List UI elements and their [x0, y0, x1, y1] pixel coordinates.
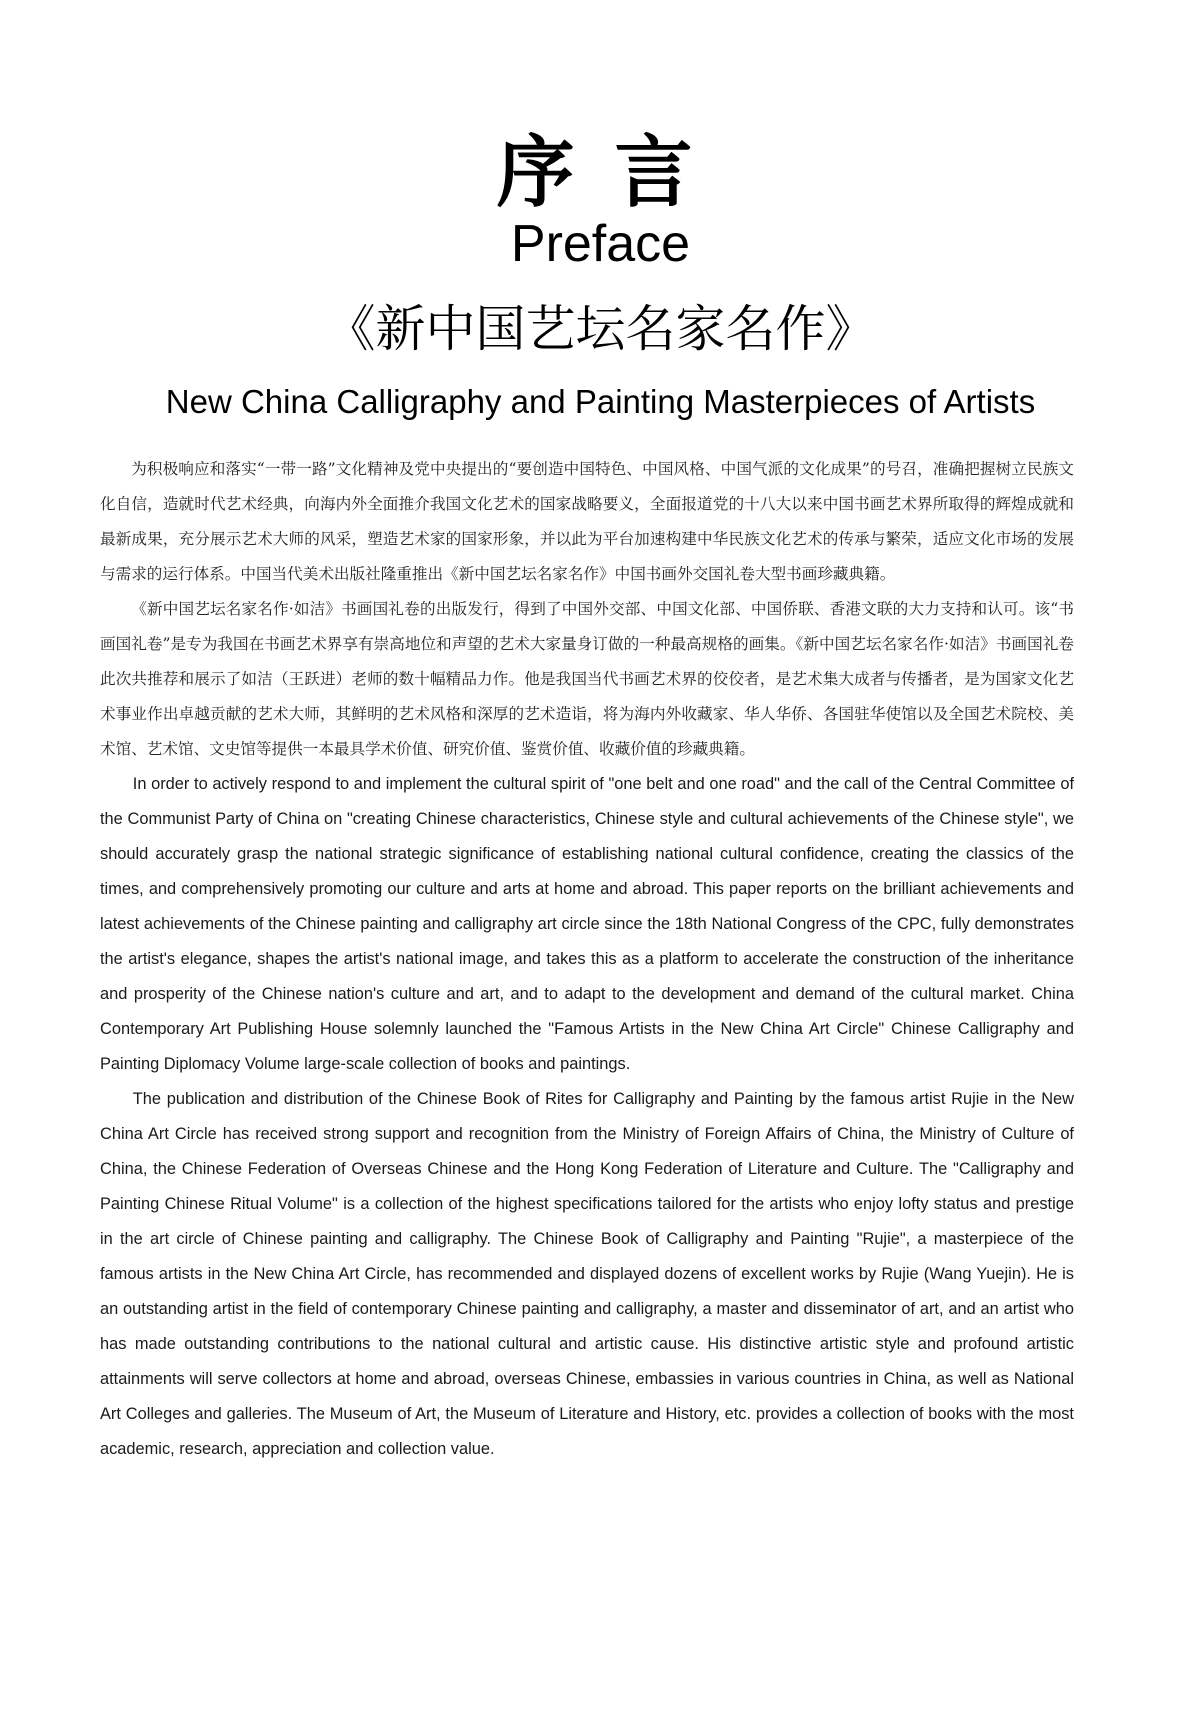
- page-title-chinese: 序言: [496, 127, 733, 218]
- preface-body: [100, 452, 1074, 1467]
- chinese-paragraph-1: 为积极响应和落实“一带一路”文化精神及党中央提出的“要创造中国特色、中国风格、中国气派的文化成果”的号召，准确把握树立民族文化自信，造就时代艺术经典，向海内外全面推介我国文化艺术的国家战略要义，全面报道党的十八大以来中国书画艺术界所取得的辉煌成就和最新成果，充分展示艺术大师的风采，塑造艺术家的国家形象，并以此为平台加速构建中华民族文化艺术的传承与繁荣，适应文化市场的发展与需求的运行体系。中国当代美术出版社隆重推出《新中国艺坛名家名作》中国书画外交国礼卷大型书画珍藏典籍。: [100, 460, 1074, 583]
- chinese-paragraph-2: 《新中国艺坛名家名作·如洁》书画国礼卷的出版发行，得到了中国外交部、中国文化部、中国侨联、香港文联的大力支持和认可。该“书画国礼卷”是专为我国在书画艺术界享有崇高地位和声望的艺术大家量身订做的一种最高规格的画集。《新中国艺坛名家名作·如洁》书画国礼卷此次共推荐和展示了如洁（王跃进）老师的数十幅精品力作。他是我国当代书画艺术界的佼佼者，是艺术集大成者与传播者，是为国家文化艺术事业作出卓越贡献的艺术大师，其鲜明的艺术风格和深厚的艺术造诣，将为海内外收藏家、华人华侨、各国驻华使馆以及全国艺术院校、美术馆、艺术馆、文史馆等提供一本最具学术价值、研究价值、鉴赏价值、收藏价值的珍藏典籍。: [100, 600, 1074, 758]
- book-title-chinese: 《新中国艺坛名家名作》: [325, 300, 876, 358]
- english-paragraph-2: The publication and distribution of the Chinese Book of Rites for Calligraphy and Painting by the famous artist Rujie in the New China Art Circle has received strong support and recognition from the Ministry of Foreign Affairs of China, the Ministry of Culture of China, the Chinese Federation of Overseas Chinese and the Hong Kong Federation of Literature and Culture. The "Calligraphy and Painting Chinese Ritual Volume" is a collection of the highest specifications tailored for the artists who enjoy lofty status and prestige in the art circle of Chinese painting and calligraphy. The Chinese Book of Calligraphy and Painting "Rujie", a masterpiece of the famous artists in the New China Art Circle, has recommended and displayed dozens of excellent works by Rujie (Wang Yuejin). He is an outstanding artist in the field of contemporary Chinese painting and calligraphy, a master and disseminator of art, and an artist who has made outstanding contributions to the national cultural and artistic cause. His distinctive artistic style and profound artistic attainments will serve collectors at home and abroad, overseas Chinese, embassies in various countries in China, as well as National Art Colleges and galleries. The Museum of Art, the Museum of Literature and History, etc. provides a collection of books with the most academic, research, appreciation and collection value.: [100, 1090, 1074, 1458]
- english-paragraph-1: In order to actively respond to and implement the cultural spirit of "one belt and one road" and the call of the Central Committee of the Communist Party of China on "creating Chinese characteristics, Chinese style and cultural achievements of the Chinese style", we should accurately grasp the national strategic significance of establishing national cultural confidence, creating the classics of the times, and comprehensively promoting our culture and arts at home and abroad. This paper reports on the brilliant achievements and latest achievements of the Chinese painting and calligraphy art circle since the 18th National Congress of the CPC, fully demonstrates the artist's elegance, shapes the artist's national image, and takes this as a platform to accelerate the construction of the inheritance and prosperity of the Chinese nation's culture and art, and to adapt to the development and demand of the cultural market. China Contemporary Art Publishing House solemnly launched the "Famous Artists in the New China Art Circle" Chinese Calligraphy and Painting Diplomacy Volume large-scale collection of books and paintings.: [100, 775, 1074, 1073]
- book-title-english: New China Calligraphy and Painting Masterpieces of Artists: [165, 383, 1036, 420]
- page-title-english: Preface: [510, 215, 691, 273]
